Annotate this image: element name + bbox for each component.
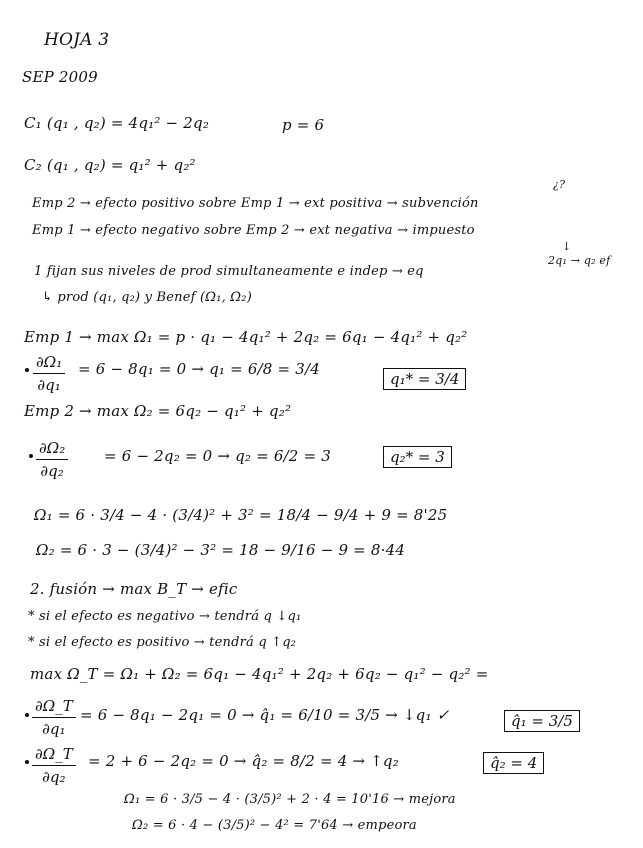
positive-effect-note: * si el efecto es positivo → tendrá q ↑q₂ <box>28 635 297 650</box>
derivative-equation-2: = 6 − 2q₂ = 0 → q₂ = 6/2 = 3 <box>104 447 332 465</box>
derivative-equation-3: = 6 − 8q₁ − 2q₁ = 0 → q̂₁ = 6/10 = 3/5 → ↓q₁ ✓ <box>80 706 450 724</box>
omega2-after-merger: Ω₂ = 6 · 4 − (3/5)² − 4² = 7'64 → empeora <box>132 818 417 833</box>
fraction-denominator: ∂q₁ <box>37 376 61 394</box>
omega1-after-merger: Ω₁ = 6 · 3/5 − 4 · (3/5)² + 2 · 4 = 10'16 → mejora <box>124 792 456 807</box>
bullet-dot <box>25 713 29 717</box>
derivative-omega1-q1 <box>33 353 65 394</box>
margin-arrow-note: ↓ <box>562 240 572 253</box>
derivative-equation-1: = 6 − 8q₁ = 0 → q₁ = 6/8 = 3/4 <box>78 360 321 378</box>
page-date: SEP 2009 <box>22 68 98 86</box>
part-2-heading: 2. fusión → max B_T → efic <box>30 580 238 598</box>
fraction-numerator: ∂Ω₁ <box>33 353 65 374</box>
price-value: p = 6 <box>282 116 325 134</box>
item-1-subnote: ↳ prod (q₁, q₂) y Benef (Ω₁, Ω₂) <box>42 290 252 305</box>
emp2-maximization: Emp 2 → max Ω₂ = 6q₂ − q₁² + q₂² <box>24 402 292 420</box>
bullet-dot <box>25 368 29 372</box>
fraction-denominator: ∂q₂ <box>42 768 66 786</box>
derivative-omega2-q2 <box>36 439 68 480</box>
negative-effect-note: * si el efecto es negativo → tendrá q ↓q₁ <box>28 609 302 624</box>
result-box-q2-star: q₂* = 3 <box>383 446 452 468</box>
total-benefit-maximization: max Ω_T = Ω₁ + Ω₂ = 6q₁ − 4q₁² + 2q₂ + 6q₂ − q₁² − q₂² = <box>30 665 489 683</box>
fraction-numerator: ∂Ω_T <box>32 745 76 766</box>
item-1-statement: 1 fijan sus niveles de prod simultaneamente e indep → eq <box>34 264 424 279</box>
page-title: HOJA 3 <box>44 30 110 50</box>
cost-function-1: C₁ (q₁ , q₂) = 4q₁² − 2q₂ <box>24 114 210 132</box>
fraction-numerator: ∂Ω₂ <box>36 439 68 460</box>
margin-efficiency-note: 2q₁ → q₂ ef <box>548 254 611 267</box>
result-box-q1-star: q₁* = 3/4 <box>383 368 466 390</box>
fraction-denominator: ∂q₂ <box>40 462 64 480</box>
derivative-omegaT-q2 <box>32 745 76 786</box>
result-box-q1-hat: q̂₁ = 3/5 <box>504 710 580 732</box>
emp1-maximization: Emp 1 → max Ω₁ = p · q₁ − 4q₁² + 2q₂ = 6q₁ − 4q₁² + q₂² <box>24 328 468 346</box>
cost-function-2: C₂ (q₁ , q₂) = q₁² + q₂² <box>24 156 196 174</box>
derivative-omegaT-q1 <box>32 697 76 738</box>
externality-emp2: Emp 2 → efecto positivo sobre Emp 1 → ext positiva → subvención <box>32 196 479 211</box>
externality-emp1: Emp 1 → efecto negativo sobre Emp 2 → ext negativa → impuesto <box>32 223 475 238</box>
margin-question-note: ¿? <box>553 178 566 191</box>
omega2-computation: Ω₂ = 6 · 3 − (3/4)² − 3² = 18 − 9/16 − 9 = 8·44 <box>36 541 406 559</box>
derivative-equation-4: = 2 + 6 − 2q₂ = 0 → q̂₂ = 8/2 = 4 → ↑q₂ <box>88 752 399 770</box>
omega1-computation: Ω₁ = 6 · 3/4 − 4 · (3/4)² + 3² = 18/4 − 9/4 + 9 = 8'25 <box>34 506 448 524</box>
bullet-dot <box>29 454 33 458</box>
fraction-denominator: ∂q₁ <box>42 720 66 738</box>
result-box-q2-hat: q̂₂ = 4 <box>483 752 544 774</box>
fraction-numerator: ∂Ω_T <box>32 697 76 718</box>
bullet-dot <box>25 760 29 764</box>
